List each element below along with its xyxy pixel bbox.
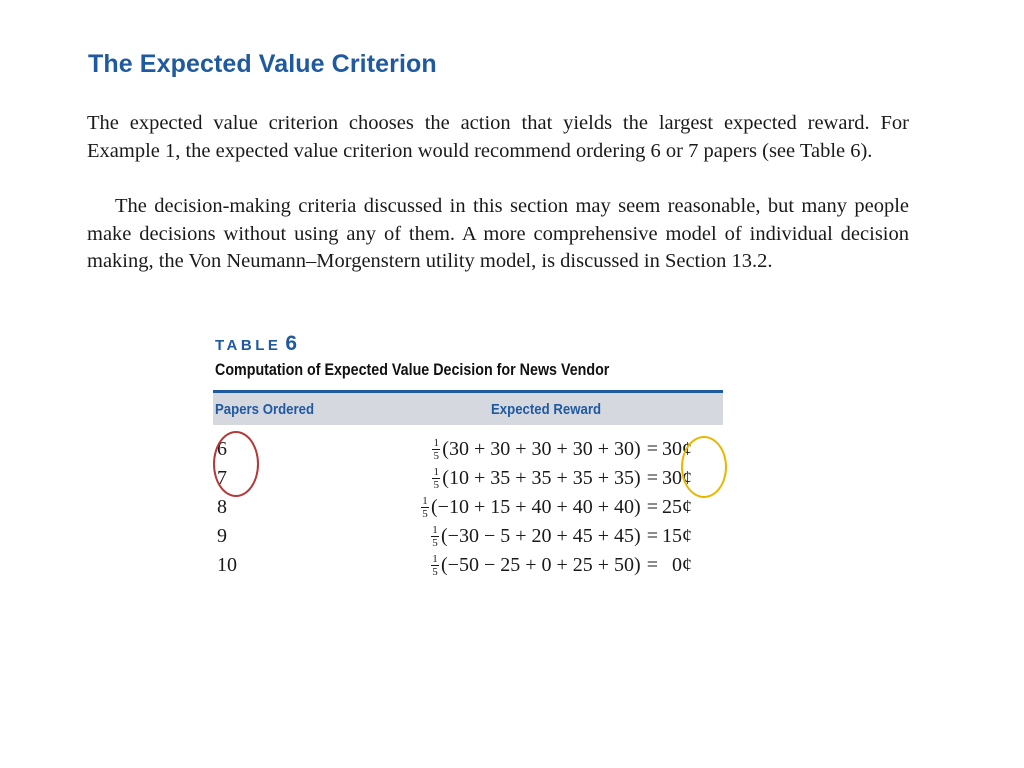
reward-expression: (30 + 30 + 30 + 30 + 30): [442, 438, 641, 460]
reward-expression: (10 + 35 + 35 + 35 + 35): [442, 467, 641, 489]
equals-sign: =: [646, 496, 658, 518]
reward-expression: (−10 + 15 + 40 + 40 + 40): [431, 496, 641, 518]
equals-sign: =: [646, 525, 658, 547]
reward-value: 15¢: [662, 525, 692, 547]
table-row: [0, 435, 1024, 464]
cell-papers-ordered: 10: [217, 554, 237, 576]
section-title: The Expected Value Criterion: [88, 50, 437, 78]
table-row: [0, 493, 1024, 522]
fraction-numerator: 1: [422, 495, 428, 507]
paragraph-decision-criteria: The decision-making criteria discussed in this section may seem reasonable, but many people make decisions without using any of them. A more comprehensive model of individual decision making, the Von Neumann–Morgenstern utility model, is discussed in Section 13.2.: [87, 195, 909, 272]
fraction-denominator: 5: [432, 566, 438, 578]
cell-papers-ordered: 9: [217, 525, 227, 547]
reward-value: 30¢: [662, 438, 692, 460]
fraction-numerator: 1: [432, 524, 438, 536]
table-label-word: TABLE: [215, 337, 282, 354]
cell-expected-reward: [421, 493, 692, 522]
reward-expression: (−50 − 25 + 0 + 25 + 50): [441, 554, 641, 576]
fraction-denominator: 5: [422, 508, 428, 520]
reward-value: 0¢: [672, 554, 692, 576]
table-header: [213, 393, 723, 425]
equals-sign: =: [646, 554, 658, 576]
table-label: [215, 332, 297, 356]
header-expected-reward: Expected Reward: [491, 401, 602, 418]
table-row: [0, 522, 1024, 551]
fraction-one-fifth: [432, 467, 440, 490]
table-caption: Computation of Expected Value Decision for News Vendor: [215, 360, 610, 379]
fraction-numerator: 1: [433, 466, 440, 478]
fraction-numerator: 1: [433, 437, 440, 449]
fraction-denominator: 5: [433, 479, 440, 491]
fraction-one-fifth: [421, 496, 429, 519]
reward-value: 25¢: [662, 496, 692, 518]
fraction-numerator: 1: [432, 553, 438, 565]
cell-papers-ordered: 7: [217, 467, 227, 489]
table-row: [0, 551, 1024, 580]
cell-expected-reward: [432, 464, 692, 493]
equals-sign: =: [646, 438, 658, 460]
cell-expected-reward: [431, 522, 692, 551]
equals-sign: =: [646, 467, 658, 489]
fraction-denominator: 5: [432, 537, 438, 549]
header-papers-ordered: Papers Ordered: [215, 401, 315, 418]
fraction-one-fifth: [431, 525, 439, 548]
cell-papers-ordered: 6: [217, 438, 227, 460]
fraction-one-fifth: [431, 554, 439, 577]
cell-expected-reward: [432, 435, 692, 464]
table-label-number: 6: [285, 332, 298, 355]
reward-expression: (−30 − 5 + 20 + 45 + 45): [441, 525, 641, 547]
cell-papers-ordered: 8: [217, 496, 227, 518]
fraction-denominator: 5: [433, 450, 440, 462]
fraction-one-fifth: [432, 438, 440, 461]
table-row: [0, 464, 1024, 493]
paragraph-expected-value: The expected value criterion chooses the action that yields the largest expected reward. For Example 1, the expected value criterion would recommend ordering 6 or 7 papers (see Table 6).: [87, 112, 909, 162]
cell-expected-reward: [431, 551, 692, 580]
reward-value: 30¢: [662, 467, 692, 489]
